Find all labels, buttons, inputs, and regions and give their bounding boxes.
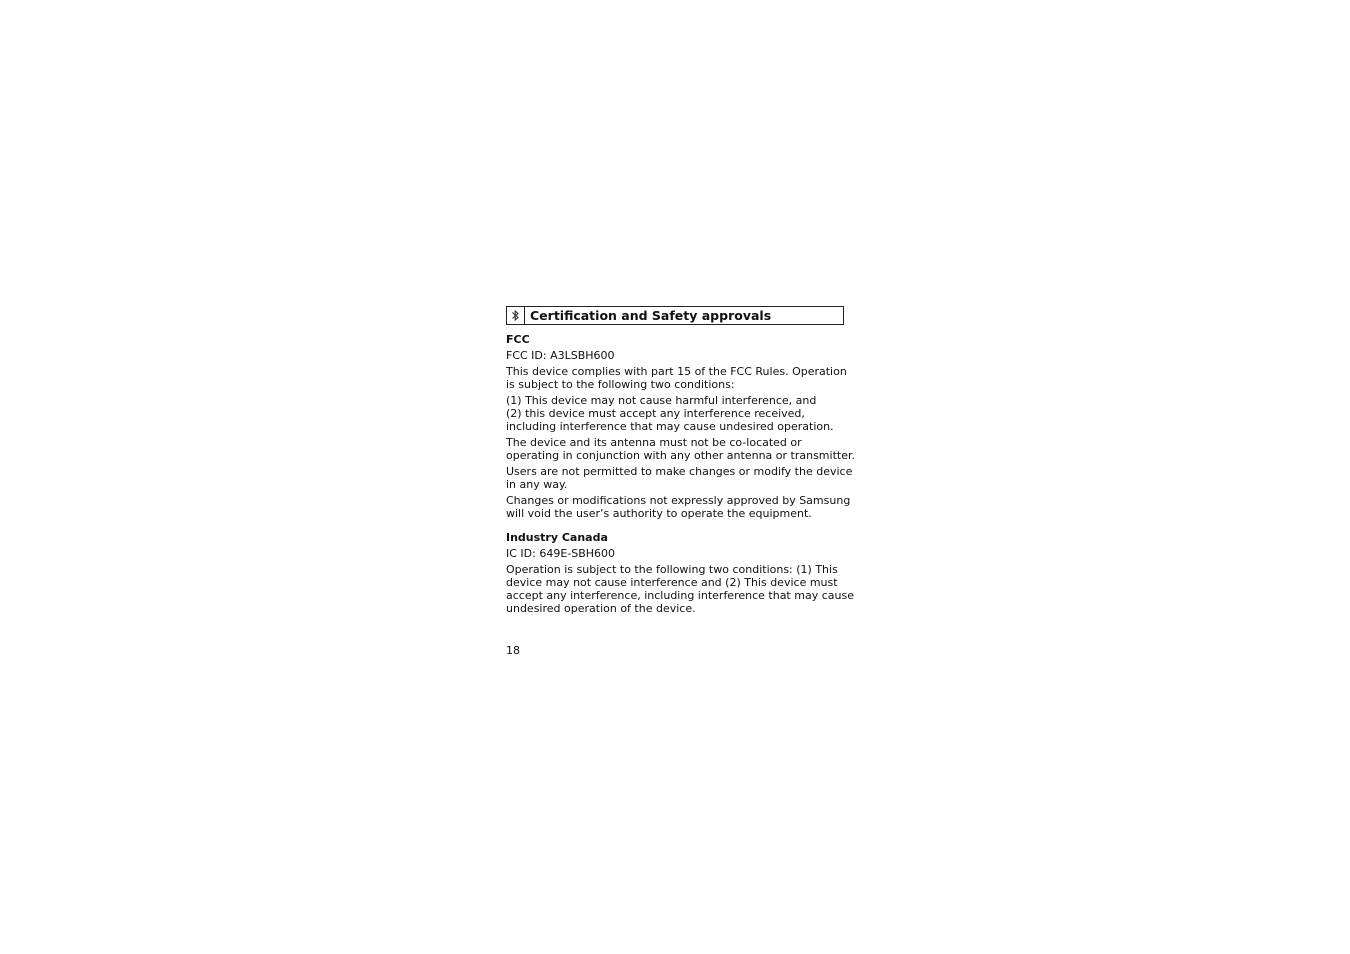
fcc-paragraph-2: (1) This device may not cause harmful interference, and (2) this device must accept any interference received, including interference that may cause undesired operation. — [506, 394, 834, 433]
ic-id: IC ID: 649E-SBH600 — [506, 547, 616, 560]
industry-canada-heading: Industry Canada — [506, 531, 608, 544]
fcc-paragraph-3: The device and its antenna must not be co-located or operating in conjunction with any other antenna or transmitter. — [506, 436, 855, 462]
fcc-paragraph-5: Changes or modifications not expressly approved by Samsung will void the user’s authority to operate the equipment. — [506, 494, 851, 520]
bluetooth-icon — [507, 307, 525, 324]
fcc-paragraph-1: This device complies with part 15 of the FCC Rules. Operation is subject to the following two conditions: — [506, 365, 847, 391]
section-title: Certification and Safety approvals — [530, 308, 772, 323]
page-number: 18 — [506, 644, 520, 657]
fcc-paragraph-4: Users are not permitted to make changes or modify the device in any way. — [506, 465, 853, 491]
section-header — [506, 306, 844, 325]
fcc-id: FCC ID: A3LSBH600 — [506, 349, 615, 362]
fcc-heading: FCC — [506, 333, 530, 346]
ic-paragraph-1: Operation is subject to the following two conditions: (1) This device may not cause interference and (2) This device must accept any interference, including interference that may cause undesired operation of the device. — [506, 563, 854, 615]
document-page — [506, 306, 855, 615]
